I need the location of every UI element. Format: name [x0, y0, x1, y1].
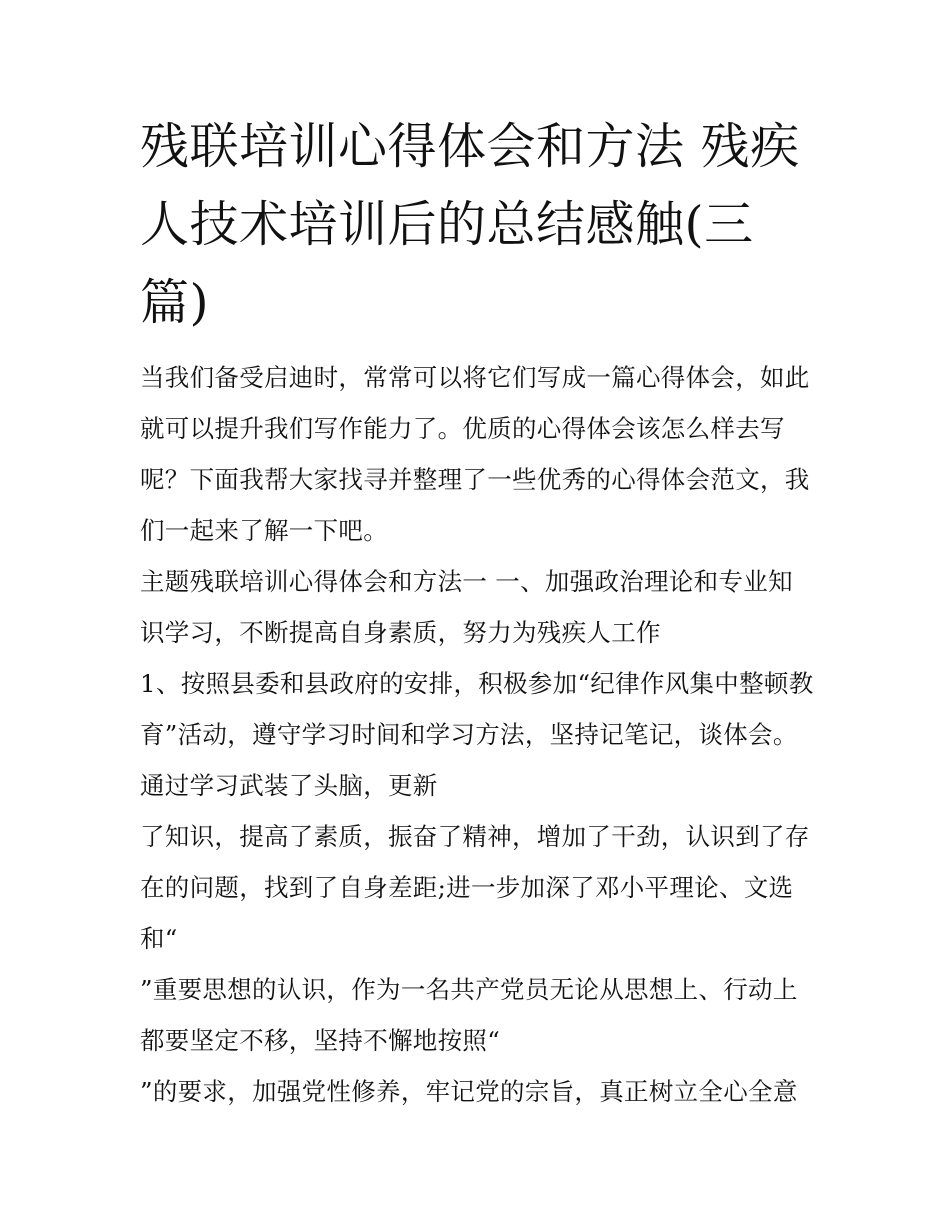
- paragraph-intro: 当我们备受启迪时，常常可以将它们写成一篇心得体会，如此就可以提升我们写作能力了。优质的心得体会该怎么样去写呢？下面我帮大家找寻并整理了一些优秀的心得体会范文，我们一起来了解一下吧。: [140, 363, 810, 545]
- paragraph-knowledge: 了知识，提高了素质，振奋了精神，增加了干劲，认识到了存在的问题，找到了自身差距;进一步加深了邓小平理论、文选和“: [140, 822, 810, 953]
- paragraph-list: [140, 352, 816, 1117]
- paragraph-item-1: 1、按照县委和县政府的安排，积极参加“纪律作风集中整顿教育”活动，遵守学习时间和学习方法，坚持记笔记，谈体会。: [140, 669, 814, 749]
- paragraph-thought: ”重要思想的认识，作为一名共产党员无论从思想上、行动上都要坚定不移，坚持不懈地按照“: [140, 975, 798, 1055]
- paragraph-section-heading: 主题残联培训心得体会和方法一 一、加强政治理论和专业知识学习，不断提高自身素质，努力为残疾人工作: [140, 567, 793, 647]
- document-body: [140, 108, 816, 1117]
- document-title: 残联培训心得体会和方法 残疾人技术培训后的总结感触(三篇): [140, 118, 800, 331]
- paragraph-continuation: 通过学习武装了头脑，更新: [140, 771, 438, 800]
- paragraph-requirement: ”的要求，加强党性修养，牢记党的宗旨，真正树立全心全意: [140, 1077, 798, 1106]
